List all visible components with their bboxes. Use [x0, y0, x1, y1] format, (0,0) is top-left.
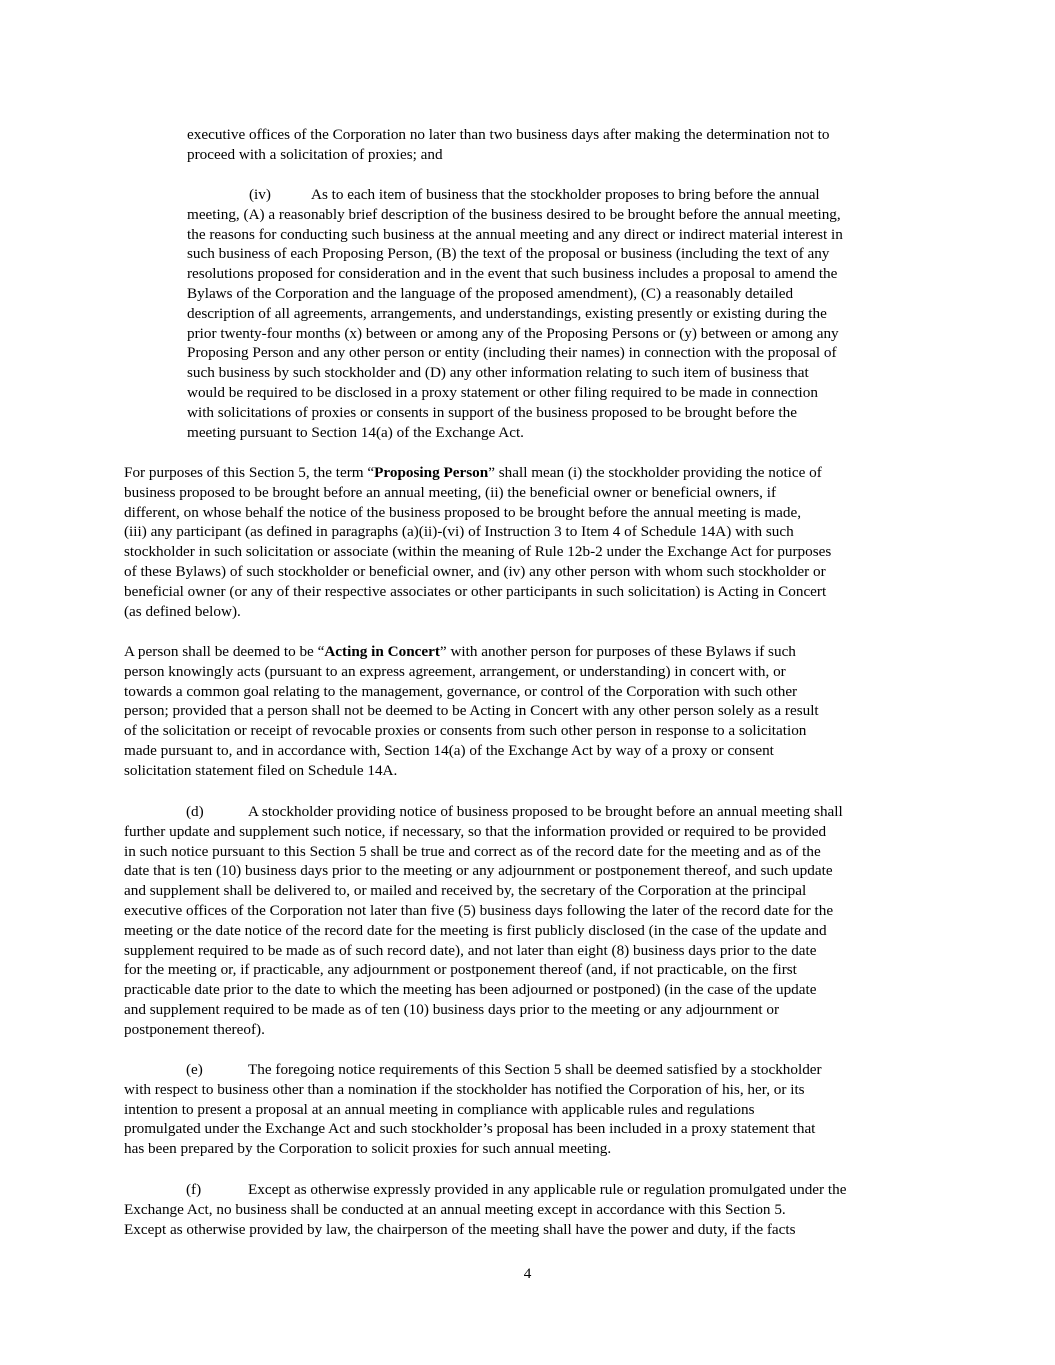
item-iv-text: As to each item of business that the stockholder proposes to bring before the annual meeting, (A) a reasonably brief description of the business desired to be brought before the annual meeting, the reasons for conducting such business at the annual meeting and any direct or indirect material interest in such business of each Proposing Person, (B) the text of the proposal or business (including the text of any resolutions proposed for consideration and in the event that such business includes a proposal to amend the Bylaws of the Corporation and the language of the proposed amendment), (C) a reasonably detailed description of all agreements, arrangements, and understandings, existing presently or existing during the prior twenty-four months (x) between or among any of the Proposing Persons or (y) between or among any Proposing Person and any other person or entity (including their names) in connection with the proposal of such business by such stockholder and (D) any other information relating to such item of business that would be required to be disclosed in a proxy statement or other filing required to be made in connection with solicitations of proxies or consents in support of the business proposed to be brought before the meeting pursuant to Section 14(a) of the Exchange Act. — [187, 186, 843, 441]
definition-lead-text: For purposes of this Section 5, the term “ — [124, 464, 375, 481]
paragraph-item-iv — [187, 185, 929, 442]
paragraph-subsection-e — [124, 1060, 929, 1159]
subsection-number-d: (d) — [186, 803, 204, 820]
defined-term-acting-in-concert: Acting in Concert — [324, 643, 440, 660]
defined-term-proposing-person: Proposing Person — [374, 464, 489, 481]
definition-body-text: ” shall mean (i) the stockholder providing the notice of business proposed to be brought before an annual meeting, (ii) the beneficial owner or beneficial owners, if different, on whose behalf the notice of the business proposed to be brought before the annual meeting is made, (iii) any participant (as defined in paragraphs (a)(ii)-(vi) of Instruction 3 to Item 4 of Schedule 14A) with such stockholder in such solicitation or associate (within the meaning of Rule 12b-2 under the Exchange Act for purposes of these Bylaws) of such stockholder or beneficial owner, and (iv) any other person with whom such stockholder or beneficial owner (or any of their respective associates or other participants in such solicitation) is Acting in Concert (as defined below). — [124, 464, 832, 620]
definition-body-text: ” with another person for purposes of these Bylaws if such person knowingly acts (pursuant to an express agreement, arrangement, or understanding) in concert with, or towards a common goal relating to the management, governance, or control of the Corporation with such other person; provided that a person shall not be deemed to be Acting in Concert with any other person solely as a result of the solicitation or receipt of revocable proxies or consents from such other person in response to a solicitation made pursuant to, and in accordance with, Section 14(a) of the Exchange Act by way of a proxy or consent solicitation statement filed on Schedule 14A. — [124, 643, 819, 779]
paragraph-proposing-person-definition — [124, 463, 929, 621]
definition-lead-text: A person shall be deemed to be “ — [124, 643, 325, 660]
subsection-e-text: The foregoing notice requirements of this Section 5 shall be deemed satisfied by a stockholder with respect to business other than a nomination if the stockholder has notified the Corporation of his, her, or its intention to present a proposal at an annual meeting in compliance with applicable rules and regulations promulgated under the Exchange Act and such stockholder’s proposal has been included in a proxy statement that has been prepared by the Corporation to solicit proxies for such annual meeting. — [124, 1061, 822, 1158]
page-number: 4 — [523, 1265, 532, 1282]
subsection-d-text: A stockholder providing notice of business proposed to be brought before an annual meeting shall further update and supplement such notice, if necessary, so that the information provided or required to be provided in such notice pursuant to this Section 5 shall be true and correct as of the record date for the meeting and as of the date that is ten (10) business days prior to the meeting or any adjournment or postponement thereof, and such update and supplement shall be delivered to, or mailed and received by, the secretary of the Corporation at the principal executive offices of the Corporation not later than five (5) business days following the later of the record date for the meeting or the date notice of the record date for the meeting is first publicly disclosed (in the case of the update and supplement required to be made as of such record date), and not later than eight (8) business days prior to the date for the meeting or, if practicable, any adjournment or postponement thereof (and, if not practicable, on the first practicable date prior to the date to which the meeting has been adjourned or postponed) (in the case of the update and supplement required to be made as of ten (10) business days prior to the meeting or any adjournment or postponement thereof). — [124, 803, 843, 1038]
item-number-iv: (iv) — [249, 186, 271, 203]
paragraph-subsection-f — [124, 1180, 929, 1239]
paragraph-continuation: executive offices of the Corporation no later than two business days after making the determination not to proceed with a solicitation of proxies; and — [187, 126, 830, 163]
paragraph-subsection-d — [124, 802, 929, 1040]
paragraph-acting-in-concert-definition — [124, 642, 929, 781]
subsection-number-e: (e) — [186, 1061, 203, 1078]
subsection-number-f: (f) — [186, 1181, 202, 1198]
subsection-f-text: Except as otherwise expressly provided in any applicable rule or regulation promulgated under the Exchange Act, no business shall be conducted at an annual meeting except in accordance with this Section 5. Except as otherwise provided by law, the chairperson of the meeting shall have the power and duty, if the facts — [124, 1181, 847, 1238]
